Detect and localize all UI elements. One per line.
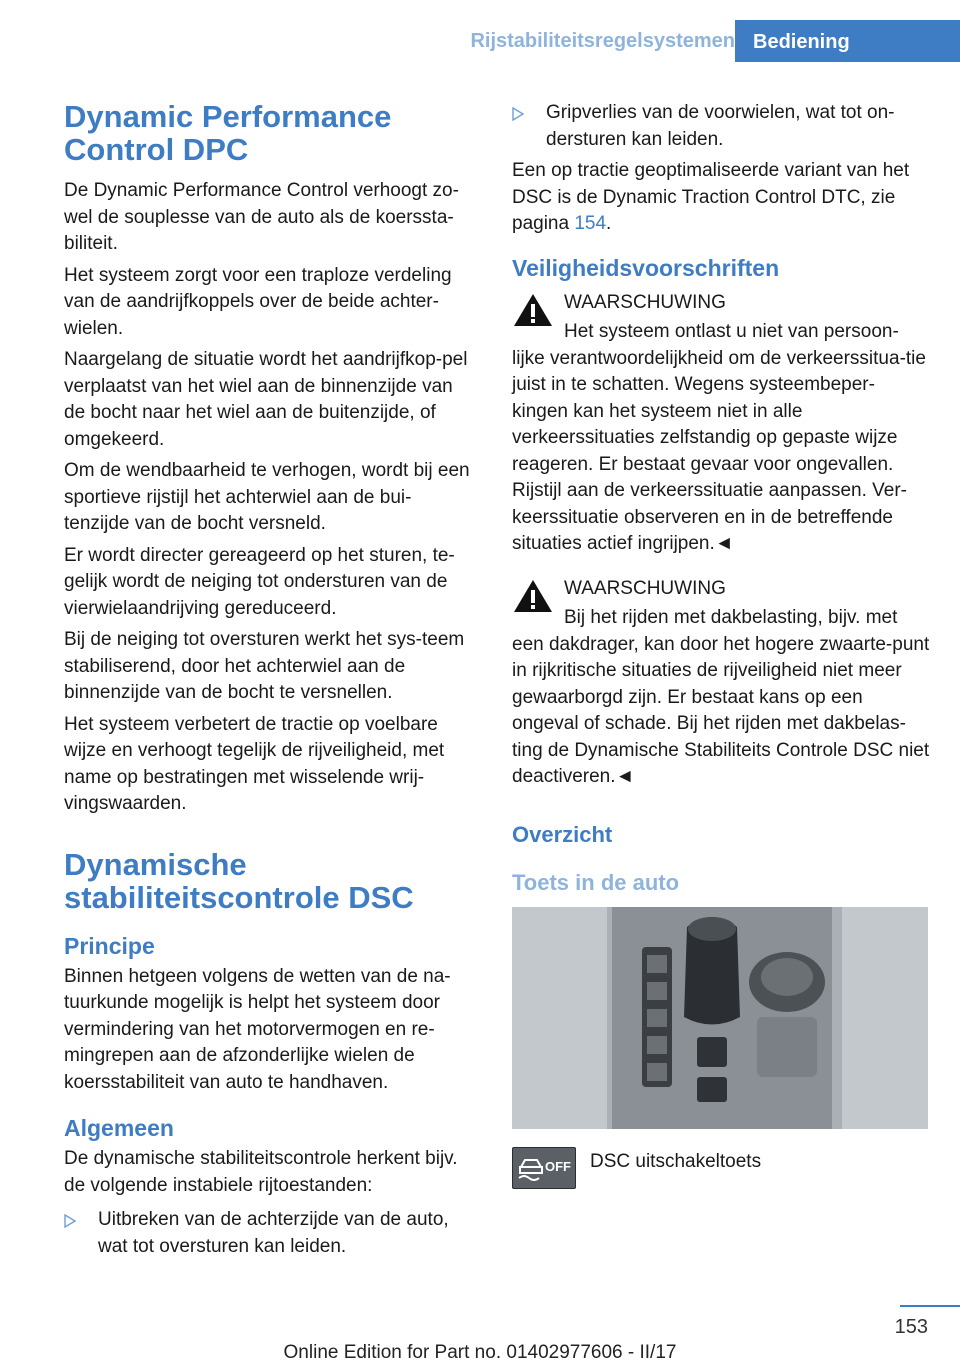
page-header [0,0,960,62]
warning-triangle-icon [512,292,554,328]
off-label: OFF [545,1158,571,1174]
heading-dsc: Dynamische stabiliteitscontrole DSC [64,846,414,915]
left-column [64,100,476,1265]
header-section-title: Rijstabiliteitsregelsystemen [470,30,735,52]
paragraph: Om de wendbaarheid te verhogen, wordt bij een sportieve rijstijl het achterwiel aan de bui-tenzijde van de bocht versneld. [64,460,470,534]
warning-text-body: Het systeem ontlast u niet van persoon-lijke verantwoordelijkheid om de verkeerssitua-tie juist in te schatten. Wegens systeembeper-kingen kan het systeem niet in alle verkeerssituaties zelfstandig op gepaste wijze reageren. Er bestaat gevaar voor ongevallen. Rijstijl aan de verkeerssituatie aanpassen. Ver-keerssituatie observeren en in de betreffende situaties actief ingrijpen.◄ [512,321,926,554]
warning-text-body: Bij het rijden met dakbelasting, bijv. met een dakdrager, kan door het hogere zwaarte-punt in rijkritische situaties de rijveiligheid niet meer gewaarborgd zijn. Er bestaat kans op een ongeval of schade. Bij het rijden met dakbelas-ting de Dynamische Stabiliteits Controle DSC niet deactiveren.◄ [512,607,930,787]
heading-veiligheid: Veiligheidsvoorschriften [512,254,780,281]
paragraph: De Dynamic Performance Control verhoogt zo-wel de souplesse van de auto als de koerssta-biliteit. [64,180,459,254]
list-item [64,1207,476,1260]
page-number: 153 [894,1316,928,1338]
triangle-bullet-icon [64,1207,98,1260]
right-column [512,100,930,1189]
paragraph: Bij de neiging tot oversturen werkt het sys-teem stabiliserend, door het achterwiel aan de binnenzijde van de bocht te versnellen. [64,629,465,703]
legend-item [512,1147,930,1189]
heading-overzicht: Overzicht [512,821,613,847]
warning-block [512,576,930,791]
dsc-off-button-icon [512,1147,576,1189]
heading-toets: Toets in de auto [512,869,680,895]
paragraph: De dynamische stabiliteitscontrole herkent bijv. de volgende instabiele rijtoestanden: [64,1148,458,1196]
legend-text: DSC uitschakeltoets [590,1150,762,1172]
edition-footer: Online Edition for Part no. 01402977606 - II/17 [283,1342,677,1363]
list-item-text: Uitbreken van de achterzijde van de auto, wat tot oversturen kan leiden. [98,1209,449,1257]
paragraph: Binnen hetgeen volgens de wetten van de na-tuurkunde mogelijk is helpt het systeem door vermindering van het motorvermogen en re-mingrepen aan de afzonderlijke wielen de koersstabiliteit van auto te handhaven. [64,965,451,1093]
heading-algemeen: Algemeen [64,1115,174,1141]
paragraph-text: . [606,213,612,234]
heading-principe: Principe [64,932,155,959]
paragraph: Het systeem verbetert de tractie op voelbare wijze en verhoogt tegelijk de rijveiligheid, met name op bestratingen met wisselende wrij-vingswaarden. [64,713,445,814]
paragraph-text: Een op tractie geoptimaliseerde variant van het DSC is de Dynamic Traction Control DTC, zie pagina [512,160,910,234]
paragraph: Er wordt directer gereageerd op het sturen, te-gelijk wordt de neiging tot ondersturen van de vierwielaandrijving gereduceerd. [64,544,455,619]
paragraph [512,158,930,238]
warning-triangle-icon [512,578,554,614]
triangle-bullet-icon [512,100,546,153]
paragraph: Het systeem zorgt voor een traploze verdeling van de aandrijfkoppels over de beide achter-wielen. [64,264,452,339]
list-item [512,100,930,153]
warning-text [512,319,930,558]
page-link[interactable]: 154 [574,213,607,234]
warning-text [512,605,930,791]
warning-title: WAARSCHUWING [564,577,726,599]
footer-divider [900,1305,960,1307]
list-item-text: Gripverlies van de voorwielen, wat tot on-dersturen kan leiden. [546,102,895,150]
warning-block [512,290,930,558]
heading-dpc: Dynamic Performance Control DPC [64,99,392,167]
center-console-photo [512,907,928,1129]
header-chapter-tab: Bediening [735,20,960,62]
paragraph: Naargelang de situatie wordt het aandrijfkop-pel verplaatst van het wiel aan de binnenzijde van de bocht naar het wiel aan de buitenzijde, of omgekeerd. [64,349,468,450]
center-console-illustration [512,907,928,1129]
warning-title: WAARSCHUWING [564,291,726,313]
